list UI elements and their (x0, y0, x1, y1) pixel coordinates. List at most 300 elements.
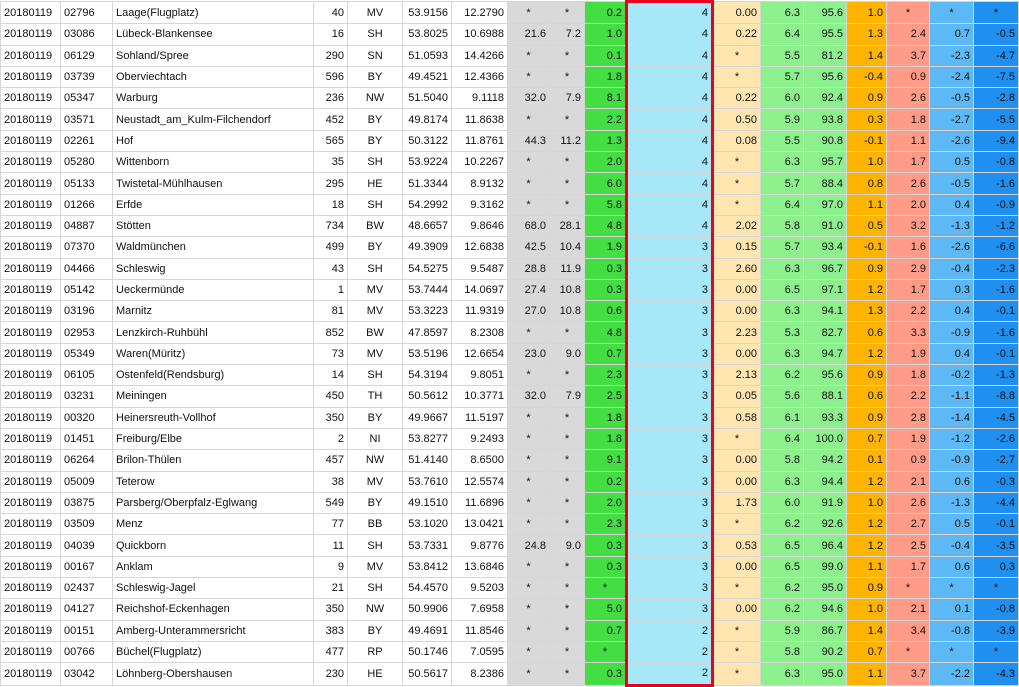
latitude-cell: 54.3194 (403, 365, 452, 386)
table-row[interactable] (1, 322, 1019, 343)
value-cell: 3.7 (887, 663, 930, 685)
latitude-cell: 47.8597 (403, 322, 452, 343)
value-cell: 0.6 (847, 386, 887, 407)
value-cell: -6.6 (974, 237, 1019, 258)
value-cell: 0.3 (585, 663, 627, 685)
value-cell: 0.00 (713, 279, 761, 300)
latitude-cell: 51.0593 (403, 45, 452, 66)
table-row[interactable] (1, 471, 1019, 492)
value-cell: 27.4 (508, 279, 550, 300)
latitude-cell: 51.3344 (403, 173, 452, 194)
value-cell: * (508, 322, 550, 343)
longitude-cell: 9.8051 (452, 365, 508, 386)
value-cell: -0.5 (930, 173, 974, 194)
latitude-cell: 49.3909 (403, 237, 452, 258)
value-cell: * (550, 365, 585, 386)
value-cell: * (713, 641, 761, 662)
value-cell: 0.58 (713, 407, 761, 428)
value-cell: 0.5 (847, 215, 887, 236)
station-id-cell: 03196 (61, 301, 113, 322)
value-cell: 1.7 (887, 556, 930, 577)
value-cell: 0.7 (847, 641, 887, 662)
elevation-cell: 1 (314, 279, 348, 300)
highlighted-value-cell: 4 (627, 109, 713, 130)
highlighted-value-cell: 4 (627, 215, 713, 236)
value-cell: 0.00 (713, 556, 761, 577)
station-id-cell: 04887 (61, 215, 113, 236)
elevation-cell: 77 (314, 514, 348, 535)
station-name-cell: Wittenborn (113, 152, 314, 173)
table-row[interactable] (1, 45, 1019, 66)
value-cell: 88.1 (804, 386, 847, 407)
value-cell: 6.0 (761, 492, 804, 513)
value-cell: -8.8 (974, 386, 1019, 407)
value-cell: 1.8 (585, 66, 627, 87)
value-cell: 9.0 (550, 535, 585, 556)
longitude-cell: 13.0421 (452, 514, 508, 535)
station-id-cell: 06129 (61, 45, 113, 66)
table-row[interactable] (1, 365, 1019, 386)
state-cell: RP (348, 641, 403, 662)
value-cell: -7.5 (974, 66, 1019, 87)
station-name-cell: Löhnberg-Obershausen (113, 663, 314, 685)
highlighted-value-cell: 3 (627, 599, 713, 620)
date-cell: 20180119 (1, 620, 61, 641)
value-cell: -0.8 (974, 599, 1019, 620)
value-cell: 28.1 (550, 215, 585, 236)
date-cell: 20180119 (1, 343, 61, 364)
elevation-cell: 549 (314, 492, 348, 513)
date-cell: 20180119 (1, 471, 61, 492)
value-cell: 2.9 (887, 258, 930, 279)
value-cell: * (713, 173, 761, 194)
elevation-cell: 499 (314, 237, 348, 258)
table-row[interactable] (1, 215, 1019, 236)
value-cell: 95.7 (804, 152, 847, 173)
highlighted-value-cell: 3 (627, 450, 713, 471)
highlighted-value-cell: 3 (627, 535, 713, 556)
table-row[interactable] (1, 428, 1019, 449)
value-cell: 2.1 (887, 471, 930, 492)
longitude-cell: 11.6896 (452, 492, 508, 513)
table-row[interactable] (1, 535, 1019, 556)
value-cell: * (930, 2, 974, 24)
value-cell: -9.4 (974, 130, 1019, 151)
value-cell: 5.8 (761, 641, 804, 662)
station-id-cell: 06264 (61, 450, 113, 471)
value-cell: 0.15 (713, 237, 761, 258)
value-cell: 4.8 (585, 322, 627, 343)
value-cell: 1.1 (847, 556, 887, 577)
value-cell: -0.1 (974, 514, 1019, 535)
value-cell: * (887, 2, 930, 24)
value-cell: 9.0 (550, 343, 585, 364)
value-cell: 2.0 (585, 492, 627, 513)
station-name-cell: Schleswig (113, 258, 314, 279)
value-cell: 5.8 (761, 215, 804, 236)
value-cell: * (974, 2, 1019, 24)
value-cell: * (974, 641, 1019, 662)
station-id-cell: 05009 (61, 471, 113, 492)
value-cell: 2.2 (887, 386, 930, 407)
value-cell: 0.00 (713, 599, 761, 620)
value-cell: -1.2 (930, 428, 974, 449)
value-cell: 0.08 (713, 130, 761, 151)
value-cell: -0.1 (974, 343, 1019, 364)
state-cell: NW (348, 88, 403, 109)
highlighted-value-cell: 3 (627, 556, 713, 577)
value-cell: 0.50 (713, 109, 761, 130)
table-row[interactable] (1, 599, 1019, 620)
value-cell: 1.2 (847, 279, 887, 300)
highlighted-value-cell: 2 (627, 620, 713, 641)
value-cell: -2.4 (930, 66, 974, 87)
latitude-cell: 50.1746 (403, 641, 452, 662)
value-cell: 24.8 (508, 535, 550, 556)
table-row[interactable] (1, 88, 1019, 109)
highlighted-value-cell: 4 (627, 66, 713, 87)
value-cell: * (550, 322, 585, 343)
date-cell: 20180119 (1, 194, 61, 215)
table-row[interactable] (1, 152, 1019, 173)
station-id-cell: 03231 (61, 386, 113, 407)
longitude-cell: 13.6846 (452, 556, 508, 577)
table-row[interactable] (1, 556, 1019, 577)
value-cell: -2.3 (974, 258, 1019, 279)
value-cell: 86.7 (804, 620, 847, 641)
value-cell: 0.3 (585, 556, 627, 577)
value-cell: * (713, 578, 761, 599)
value-cell: 1.1 (847, 663, 887, 685)
value-cell: * (930, 641, 974, 662)
longitude-cell: 8.2386 (452, 663, 508, 685)
value-cell: -0.5 (930, 88, 974, 109)
value-cell: 2.6 (887, 88, 930, 109)
value-cell: 96.7 (804, 258, 847, 279)
value-cell: -2.8 (974, 88, 1019, 109)
latitude-cell: 49.9667 (403, 407, 452, 428)
date-cell: 20180119 (1, 88, 61, 109)
value-cell: 2.0 (887, 194, 930, 215)
value-cell: * (550, 2, 585, 24)
value-cell: 2.23 (713, 322, 761, 343)
elevation-cell: 734 (314, 215, 348, 236)
date-cell: 20180119 (1, 365, 61, 386)
value-cell: * (713, 514, 761, 535)
value-cell: 99.0 (804, 556, 847, 577)
table-row[interactable] (1, 301, 1019, 322)
elevation-cell: 40 (314, 2, 348, 24)
station-name-cell: Ueckermünde (113, 279, 314, 300)
highlighted-value-cell: 3 (627, 578, 713, 599)
value-cell: 2.3 (585, 365, 627, 386)
table-row[interactable] (1, 237, 1019, 258)
value-cell: 44.3 (508, 130, 550, 151)
highlighted-value-cell: 3 (627, 492, 713, 513)
value-cell: 7.9 (550, 386, 585, 407)
date-cell: 20180119 (1, 641, 61, 662)
date-cell: 20180119 (1, 428, 61, 449)
station-name-cell: Meiningen (113, 386, 314, 407)
value-cell: -0.1 (974, 301, 1019, 322)
date-cell: 20180119 (1, 407, 61, 428)
value-cell: 0.4 (930, 343, 974, 364)
table-row[interactable] (1, 2, 1019, 24)
value-cell: 0.5 (930, 514, 974, 535)
longitude-cell: 11.8546 (452, 620, 508, 641)
value-cell: 0.3 (847, 109, 887, 130)
value-cell: * (550, 641, 585, 662)
value-cell: 0.1 (930, 599, 974, 620)
value-cell: 2.5 (887, 535, 930, 556)
latitude-cell: 53.7444 (403, 279, 452, 300)
elevation-cell: 852 (314, 322, 348, 343)
table-row[interactable] (1, 386, 1019, 407)
value-cell: 6.3 (761, 301, 804, 322)
longitude-cell: 14.0697 (452, 279, 508, 300)
value-cell: * (550, 194, 585, 215)
longitude-cell: 9.8776 (452, 535, 508, 556)
value-cell: 93.3 (804, 407, 847, 428)
value-cell: 1.2 (847, 471, 887, 492)
value-cell: * (508, 45, 550, 66)
date-cell: 20180119 (1, 279, 61, 300)
highlighted-value-cell: 3 (627, 258, 713, 279)
value-cell: * (508, 663, 550, 685)
station-id-cell: 05280 (61, 152, 113, 173)
value-cell: 0.6 (930, 471, 974, 492)
value-cell: 0.53 (713, 535, 761, 556)
value-cell: 1.8 (585, 428, 627, 449)
value-cell: 2.6 (887, 492, 930, 513)
table-row[interactable] (1, 514, 1019, 535)
value-cell: 0.6 (847, 322, 887, 343)
station-id-cell: 03739 (61, 66, 113, 87)
value-cell: * (550, 45, 585, 66)
station-name-cell: Hof (113, 130, 314, 151)
latitude-cell: 53.9224 (403, 152, 452, 173)
date-cell: 20180119 (1, 215, 61, 236)
table-row[interactable] (1, 663, 1019, 685)
station-id-cell: 02437 (61, 578, 113, 599)
value-cell: 6.3 (761, 152, 804, 173)
value-cell: * (713, 194, 761, 215)
value-cell: 1.2 (847, 514, 887, 535)
station-name-cell: Waldmünchen (113, 237, 314, 258)
table-row[interactable] (1, 343, 1019, 364)
longitude-cell: 8.2308 (452, 322, 508, 343)
state-cell: SH (348, 24, 403, 45)
station-name-cell: Brilon-Thülen (113, 450, 314, 471)
table-row[interactable] (1, 578, 1019, 599)
state-cell: HE (348, 663, 403, 685)
value-cell: -1.2 (974, 215, 1019, 236)
table-row[interactable] (1, 173, 1019, 194)
value-cell: 1.3 (847, 301, 887, 322)
longitude-cell: 8.6500 (452, 450, 508, 471)
value-cell: 0.5 (930, 152, 974, 173)
value-cell: * (550, 428, 585, 449)
longitude-cell: 11.8761 (452, 130, 508, 151)
elevation-cell: 596 (314, 66, 348, 87)
value-cell: 2.8 (887, 407, 930, 428)
table-row[interactable] (1, 66, 1019, 87)
date-cell: 20180119 (1, 301, 61, 322)
value-cell: 6.5 (761, 535, 804, 556)
elevation-cell: 350 (314, 599, 348, 620)
value-cell: -1.4 (930, 407, 974, 428)
value-cell: 5.9 (761, 620, 804, 641)
value-cell: * (508, 556, 550, 577)
value-cell: -2.2 (930, 663, 974, 685)
table-row[interactable] (1, 492, 1019, 513)
value-cell: 2.3 (585, 514, 627, 535)
table-row[interactable] (1, 407, 1019, 428)
value-cell: 0.9 (887, 66, 930, 87)
latitude-cell: 54.4570 (403, 578, 452, 599)
value-cell: * (550, 471, 585, 492)
value-cell: * (713, 663, 761, 685)
station-name-cell: Neustadt_am_Kulm-Filchendorf (113, 109, 314, 130)
latitude-cell: 49.1510 (403, 492, 452, 513)
date-cell: 20180119 (1, 66, 61, 87)
station-name-cell: Parsberg/Oberpfalz-Eglwang (113, 492, 314, 513)
longitude-cell: 7.6958 (452, 599, 508, 620)
value-cell: * (508, 428, 550, 449)
highlighted-value-cell: 4 (627, 152, 713, 173)
value-cell: 1.7 (887, 279, 930, 300)
state-cell: NI (348, 428, 403, 449)
station-id-cell: 05349 (61, 343, 113, 364)
elevation-cell: 43 (314, 258, 348, 279)
value-cell: 23.0 (508, 343, 550, 364)
value-cell: 32.0 (508, 88, 550, 109)
value-cell: 0.1 (585, 45, 627, 66)
value-cell: 1.1 (847, 194, 887, 215)
table-row[interactable] (1, 130, 1019, 151)
table-row[interactable] (1, 258, 1019, 279)
table-row[interactable] (1, 24, 1019, 45)
longitude-cell: 12.4366 (452, 66, 508, 87)
station-name-cell: Erfde (113, 194, 314, 215)
table-row[interactable] (1, 450, 1019, 471)
station-id-cell: 04127 (61, 599, 113, 620)
value-cell: 93.4 (804, 237, 847, 258)
value-cell: -0.4 (930, 535, 974, 556)
state-cell: SN (348, 45, 403, 66)
value-cell: 2.2 (585, 109, 627, 130)
station-id-cell: 01451 (61, 428, 113, 449)
value-cell: * (713, 45, 761, 66)
value-cell: * (508, 407, 550, 428)
value-cell: 1.9 (887, 343, 930, 364)
value-cell: 1.1 (887, 130, 930, 151)
station-id-cell: 07370 (61, 237, 113, 258)
value-cell: -4.3 (974, 663, 1019, 685)
value-cell: 91.9 (804, 492, 847, 513)
station-name-cell: Reichshof-Eckenhagen (113, 599, 314, 620)
elevation-cell: 81 (314, 301, 348, 322)
value-cell: 94.6 (804, 599, 847, 620)
latitude-cell: 49.4521 (403, 66, 452, 87)
table-row[interactable] (1, 620, 1019, 641)
elevation-cell: 477 (314, 641, 348, 662)
value-cell: -0.9 (930, 450, 974, 471)
latitude-cell: 53.7331 (403, 535, 452, 556)
value-cell: 3.7 (887, 45, 930, 66)
table-row[interactable] (1, 641, 1019, 662)
value-cell: * (585, 641, 627, 662)
value-cell: -0.9 (930, 322, 974, 343)
date-cell: 20180119 (1, 663, 61, 685)
station-id-cell: 02796 (61, 2, 113, 24)
latitude-cell: 53.3223 (403, 301, 452, 322)
state-cell: SH (348, 194, 403, 215)
station-id-cell: 00167 (61, 556, 113, 577)
station-name-cell: Oberviechtach (113, 66, 314, 87)
value-cell: 92.4 (804, 88, 847, 109)
value-cell: 28.8 (508, 258, 550, 279)
value-cell: * (550, 492, 585, 513)
elevation-cell: 230 (314, 663, 348, 685)
value-cell: * (713, 620, 761, 641)
value-cell: 6.4 (761, 428, 804, 449)
station-name-cell: Twistetal-Mühlhausen (113, 173, 314, 194)
highlighted-value-cell: 3 (627, 514, 713, 535)
state-cell: SH (348, 365, 403, 386)
date-cell: 20180119 (1, 599, 61, 620)
longitude-cell: 10.3771 (452, 386, 508, 407)
highlighted-value-cell: 4 (627, 2, 713, 24)
station-name-cell: Heinersreuth-Vollhof (113, 407, 314, 428)
elevation-cell: 16 (314, 24, 348, 45)
value-cell: 1.0 (847, 152, 887, 173)
value-cell: 6.3 (761, 471, 804, 492)
value-cell: 0.7 (847, 428, 887, 449)
table-row[interactable] (1, 194, 1019, 215)
elevation-cell: 9 (314, 556, 348, 577)
value-cell: 1.4 (847, 620, 887, 641)
value-cell: 6.1 (761, 407, 804, 428)
longitude-cell: 9.5487 (452, 258, 508, 279)
date-cell: 20180119 (1, 173, 61, 194)
value-cell: 0.2 (585, 2, 627, 24)
value-cell: 1.2 (847, 535, 887, 556)
value-cell: 94.4 (804, 471, 847, 492)
value-cell: 0.7 (585, 343, 627, 364)
longitude-cell: 9.8646 (452, 215, 508, 236)
state-cell: BY (348, 407, 403, 428)
elevation-cell: 450 (314, 386, 348, 407)
elevation-cell: 14 (314, 365, 348, 386)
state-cell: MV (348, 2, 403, 24)
value-cell: * (508, 194, 550, 215)
value-cell: 5.7 (761, 66, 804, 87)
latitude-cell: 48.6657 (403, 215, 452, 236)
date-cell: 20180119 (1, 130, 61, 151)
elevation-cell: 295 (314, 173, 348, 194)
value-cell: -1.3 (930, 492, 974, 513)
table-row[interactable] (1, 279, 1019, 300)
value-cell: 0.00 (713, 343, 761, 364)
value-cell: 6.4 (761, 194, 804, 215)
table-row[interactable] (1, 109, 1019, 130)
elevation-cell: 11 (314, 535, 348, 556)
value-cell: 94.7 (804, 343, 847, 364)
elevation-cell: 18 (314, 194, 348, 215)
value-cell: 1.8 (585, 407, 627, 428)
value-cell: 6.0 (585, 173, 627, 194)
